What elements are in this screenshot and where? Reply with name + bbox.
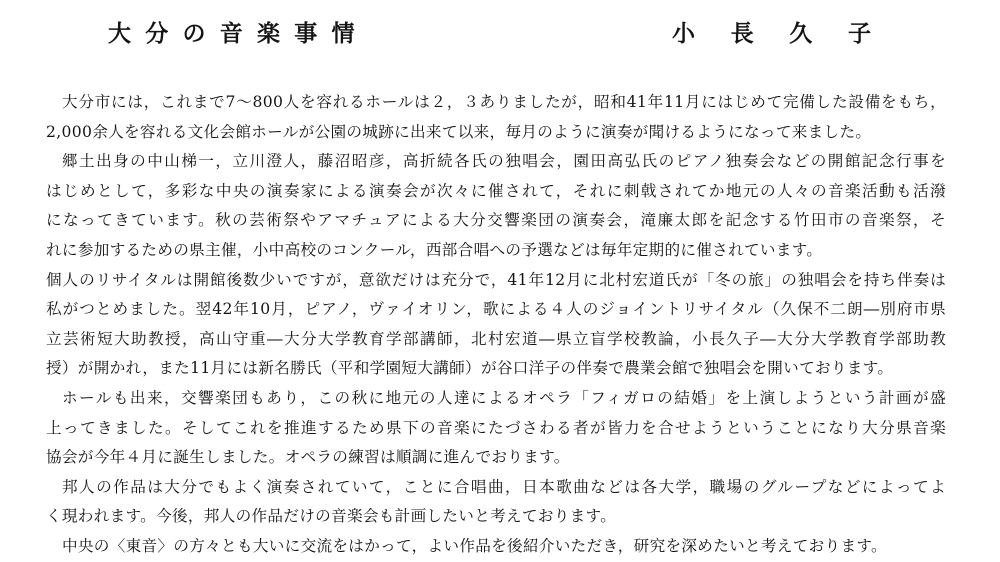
text-line: になってきています。秋の芸術祭やアマチュアによる大分交響楽団の演奏会，滝廉太郎を記念する竹田市の音楽祭，そ (46, 211, 946, 230)
text-line: 大分市には，これまで7～800人を容れるホールは２，３ありましたが，昭和41年11月にはじめて完備した設備をもち， (62, 93, 946, 111)
text-line: く現われます。今後，邦人の作品だけの音楽会も計画したいと考えております。 (46, 507, 617, 526)
text-line: ホールも出来，交響楽団もあり，この秋に地元の人達によるオペラ「フィガロの結婚」を上演しようという計画が盛 (62, 388, 946, 407)
text-line: 邦人の作品は大分でもよく演奏されていて，ことに合唱曲，日本歌曲などは各大学，職場のグループなどによってよ (62, 477, 946, 496)
text-line: 協会が今年４月に誕生しました。オペラの練習は順調に進んでおります。 (46, 448, 570, 467)
article-title: 大分の音楽事情 (108, 20, 369, 47)
article-author: 小長久子 (672, 20, 907, 47)
text-line: 個人のリサイタルは開館後数少いですが，意欲だけは充分で，41年12月に北村宏道氏が「冬の旅」の独唱会を持ち伴奏は (46, 270, 946, 289)
article-header (0, 14, 1000, 54)
text-line: 授）が開かれ，また11月には新名勝氏（平和学園短大講師）が谷口洋子の伴奏で農業会館で独唱会を開いております。 (46, 359, 894, 378)
text-line: 私がつとめました。翌42年10月，ピアノ，ヴァイオリン，歌による４人のジョイントリサイタル（久保不二朗―別府市県 (46, 300, 946, 319)
text-line: 郷土出身の中山梯一，立川澄人，藤沼昭彦，高折続各氏の独唱会，園田高弘氏のピアノ独奏会などの開館記念行事を (62, 152, 946, 171)
text-line: 2,000余人を容れる文化会館ホールが公園の城跡に出来て以来，毎月のように演奏が聞けるようになって来ました。 (46, 122, 872, 141)
text-line: れに参加するための県主催，小中高校のコンクール，西部合唱への予選などは毎年定期的に催されています。 (46, 240, 823, 259)
text-line: 上ってきました。そしてこれを推進するため県下の音楽にたづさわる者が皆力を合せようということになり大分県音楽 (46, 418, 946, 437)
article-body (46, 88, 946, 562)
text-line: はじめとして，多彩な中央の演奏家による演奏会が次々に催されて，それに刺戟されてか地元の人々の音楽活動も活潑 (46, 181, 946, 200)
text-line: 中央の〈東音〉の方々とも大いに交流をはかって，よい作品を後紹介いただき，研究を深めたいと考えております。 (62, 536, 887, 555)
text-line: 立芸術短大助教授，高山守重―大分大学教育学部講師，北村宏道―県立盲学校教論，小長久子―大分大学教育学部助教 (46, 329, 946, 348)
